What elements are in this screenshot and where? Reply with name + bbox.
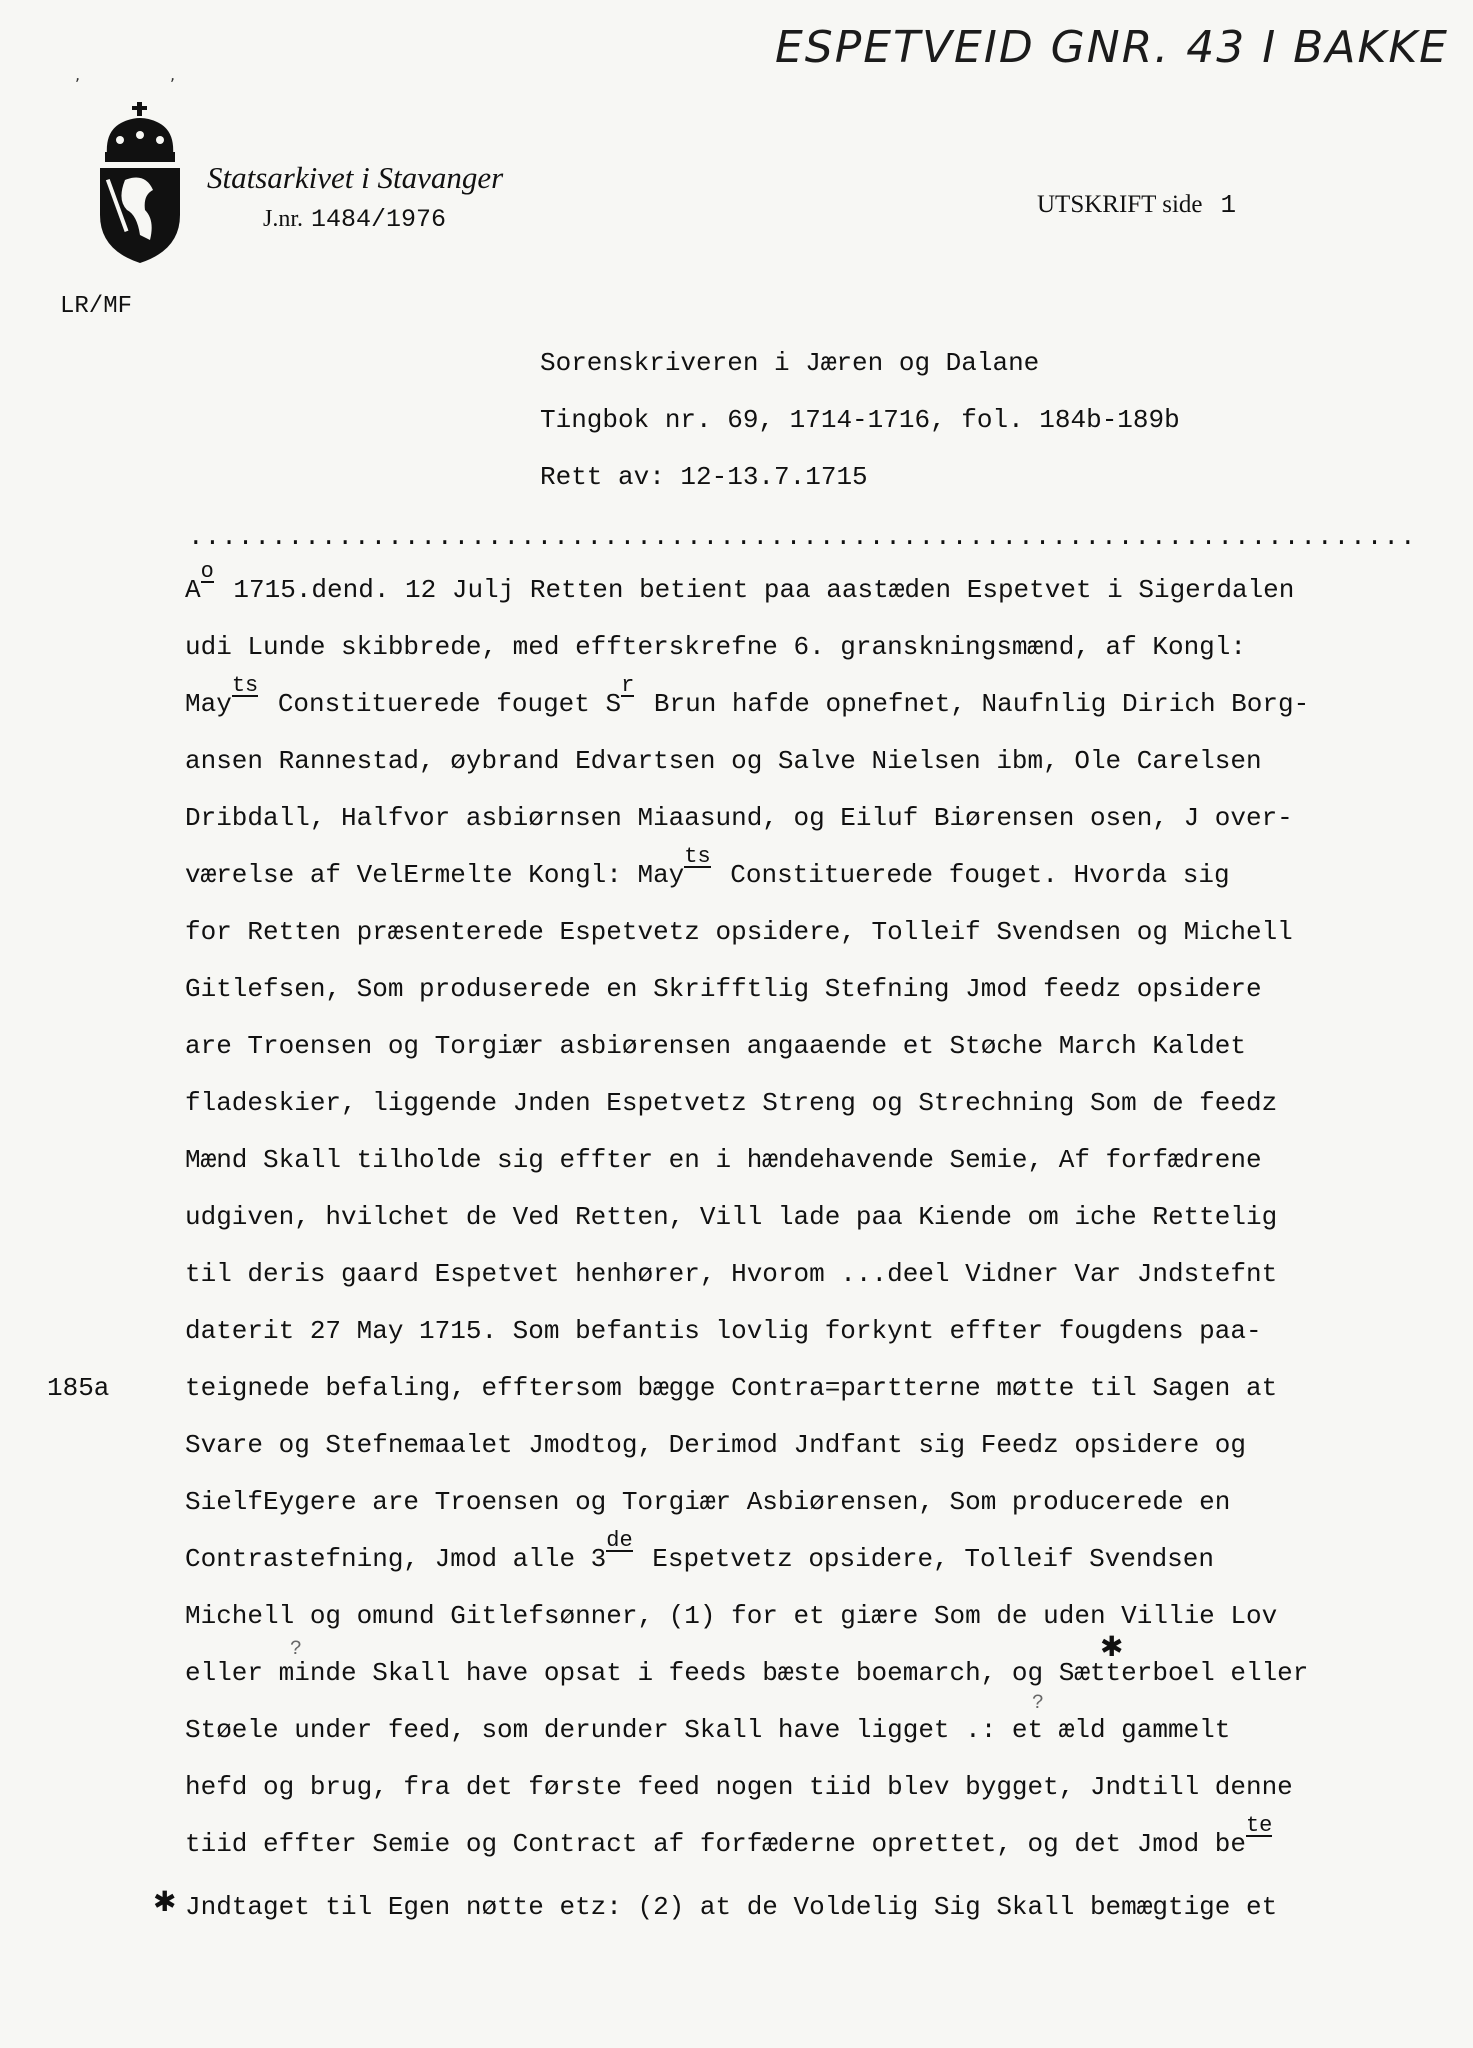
body-line: Michell og omund Gitlefsønner, (1) for et giære Som de uden Villie Lov [185, 1601, 1278, 1631]
body-line: Mænd Skall tilholde sig effter en i hændehavende Semie, Af forfædrene [185, 1145, 1262, 1175]
body-line: SielfEygere are Troensen og Torgiær Asbiørensen, Som producerede en [185, 1487, 1231, 1517]
source-line-1: Sorenskriveren i Jæren og Dalane [540, 348, 1040, 378]
body-line: Jndtaget til Egen nøtte etz: (2) at de Voldelig Sig Skall bemægtige et [185, 1892, 1278, 1922]
jnr-label: J.nr. [263, 206, 304, 232]
source-line-3: Rett av: 12-13.7.1715 [540, 462, 868, 492]
scan-mark: , [75, 65, 81, 84]
body-line: Dribdall, Halfvor asbiørnsen Miaasund, og Eiluf Biørensen osen, J over- [185, 803, 1293, 833]
body-line: are Troensen og Torgiær asbiørensen angaaende et Støche March Kaldet [185, 1031, 1246, 1061]
journal-number [263, 205, 446, 234]
asterisk-icon: ✱ [1100, 1630, 1124, 1663]
scan-mark: , [170, 65, 176, 84]
body-line: Støele under feed, som derunder Skall have ligget .: et æld gammelt [185, 1715, 1231, 1745]
body-line: Svare og Stefnemaalet Jmodtog, Derimod Jndfant sig Feedz opsidere og [185, 1430, 1246, 1460]
body-line: Contrastefning, Jmod alle 3de Espetvetz opsidere, Tolleif Svendsen [185, 1528, 1214, 1574]
body-line: eller minde Skall have opsat i feeds bæste boemarch, og Sætterboel eller [185, 1658, 1309, 1688]
separator-line: .......................................................................... [188, 522, 1417, 552]
body-line: for Retten præsenterede Espetvetz opsidere, Tolleif Svendsen og Michell [185, 917, 1293, 947]
body-line: daterit 27 May 1715. Som befantis lovlig forkynt effter fougdens paa- [185, 1316, 1262, 1346]
archive-name: Statsarkivet i Stavanger [207, 160, 504, 195]
question-mark-annotation: ? [290, 1638, 303, 1661]
jnr-value: 1484/1976 [311, 205, 447, 234]
utskrift-label: UTSKRIFT side [1037, 191, 1203, 218]
body-line: udgiven, hvilchet de Ved Retten, Vill lade paa Kiende om iche Rettelig [185, 1202, 1278, 1232]
source-line-2: Tingbok nr. 69, 1714-1716, fol. 184b-189b [540, 405, 1180, 435]
body-line: Mayts Constituerede fouget Sr Brun hafde opnefnet, Naufnlig Dirich Borg- [185, 673, 1310, 719]
body-line: fladeskier, liggende Jnden Espetvetz Streng og Strechning Som de feedz [185, 1088, 1278, 1118]
body-line: til deris gaard Espetvet henhører, Hvorom ...deel Vidner Var Jndstefnt [185, 1259, 1278, 1289]
body-line: teignede befaling, efftersom bægge Contra=partterne møtte til Sagen at [185, 1373, 1278, 1403]
body-line: tiid effter Semie og Contract af forfæderne oprettet, og det Jmod bete [185, 1813, 1273, 1859]
body-line: Gitlefsen, Som produserede en Skrifftlig Stefning Jmod feedz opsidere [185, 974, 1262, 1004]
initials: LR/MF [60, 293, 133, 320]
margin-folio: 185a [47, 1373, 110, 1403]
page-number: 1 [1220, 190, 1237, 220]
page-indicator [1037, 190, 1236, 220]
body-line: udi Lunde skibbrede, med effterskrefne 6. granskningsmænd, af Kongl: [185, 632, 1246, 662]
body-line: hefd og brug, fra det første feed nogen tiid blev bygget, Jndtill denne [185, 1772, 1293, 1802]
coat-of-arms-icon [95, 100, 185, 265]
body-line: ansen Rannestad, øybrand Edvartsen og Salve Nielsen ibm, Ole Carelsen [185, 746, 1262, 776]
handwritten-title: ESPETVEID GNR. 43 I BAKKE [775, 22, 1449, 73]
body-line: Ao 1715.dend. 12 Julj Retten betient paa aastæden Espetvet i Sigerdalen [185, 559, 1295, 605]
question-mark-annotation: ? [1032, 1692, 1045, 1715]
body-line: værelse af VelErmelte Kongl: Mayts Constituerede fouget. Hvorda sig [185, 844, 1230, 890]
asterisk-icon: ✱ [153, 1885, 177, 1918]
